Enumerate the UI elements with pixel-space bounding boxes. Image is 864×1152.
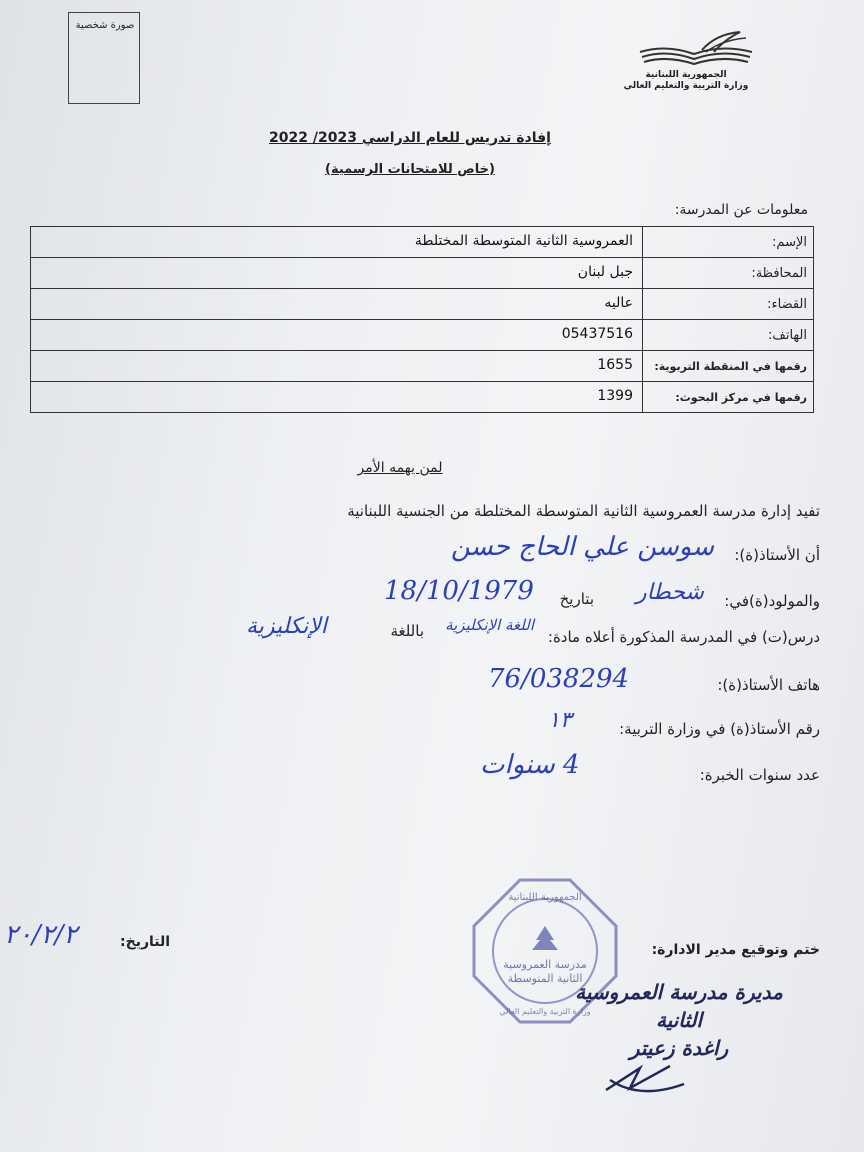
language-label: باللغة xyxy=(390,622,424,640)
document-subtitle: (خاص للامتحانات الرسمية) xyxy=(325,162,495,177)
ministry-no: ١٣ xyxy=(548,708,572,733)
info-value: 1399 xyxy=(597,388,633,404)
photo-box xyxy=(68,12,140,104)
taught-label: درس(ت) في المدرسة المذكورة أعلاه مادة: xyxy=(547,628,820,646)
info-row-district xyxy=(30,289,814,320)
info-value: جبل لبنان xyxy=(577,264,633,280)
seal-line-2: مدرسة العمروسية xyxy=(503,958,587,971)
born-place: شحطار xyxy=(635,580,704,605)
subject: اللغة الإنكليزية xyxy=(445,616,534,634)
language: الإنكليزية xyxy=(246,614,327,639)
ministry-no-label: رقم الأستاذ(ة) في وزارة التربية: xyxy=(619,720,820,738)
info-label: الهاتف: xyxy=(768,328,807,343)
phone-label: هاتف الأستاذ(ة): xyxy=(717,676,820,694)
school-info-table xyxy=(30,226,814,413)
seal-line-3: الثانية المتوسطة xyxy=(507,972,583,985)
sign-label: ختم وتوقيع مدير الادارة: xyxy=(651,942,820,958)
photo-label: صورة شخصية xyxy=(75,20,135,31)
intro-line: تفيد إدارة مدرسة العمروسية الثانية المتوسطة المختلطة من الجنسية اللبنانية xyxy=(347,502,820,520)
info-row-name xyxy=(30,227,814,258)
date-label: التاريخ: xyxy=(120,934,171,950)
director-line-1: مديرة مدرسة العمروسية الثانية xyxy=(575,980,783,1032)
info-label: القضاء: xyxy=(767,297,807,312)
date-value: ٢٠/٢/٢ xyxy=(4,920,78,950)
ministry-line-2: وزارة التربية والتعليم العالي xyxy=(623,81,749,91)
ministry-line-1: الجمهورية اللبنانية xyxy=(645,70,727,80)
experience-value: 4 سنوات xyxy=(480,750,580,780)
info-value: العمروسية الثانية المتوسطة المختلطة xyxy=(414,233,633,249)
school-info-label: معلومات عن المدرسة: xyxy=(674,202,808,218)
info-label: رقمها في مركز البحوث: xyxy=(675,391,807,404)
signature-scribble-icon xyxy=(600,1060,690,1100)
teacher-phone: 76/038294 xyxy=(488,664,630,694)
info-row-phone xyxy=(30,320,814,351)
born-date: 18/10/1979 xyxy=(384,576,534,606)
to-whom-heading: لمن يهمه الأمر xyxy=(357,460,443,476)
document-title: إفادة تدريس للعام الدراسي 2023/ 2022 xyxy=(269,130,551,146)
info-row-research-center xyxy=(30,382,814,413)
experience-label: عدد سنوات الخبرة: xyxy=(699,766,820,784)
teacher-name: سوسن علي الحاج حسن xyxy=(450,532,714,562)
director-stamp xyxy=(554,978,804,1062)
ministry-logo-icon xyxy=(636,30,756,70)
info-value: 1655 xyxy=(597,357,633,373)
seal-line-1: الجمهورية اللبنانية xyxy=(508,892,582,903)
director-line-2: راغدة زعيتر xyxy=(629,1036,729,1060)
info-label: رقمها في المنقطة التربوية: xyxy=(654,360,807,373)
born-date-label: بتاريخ xyxy=(559,590,594,608)
born-label: والمولود(ة)في: xyxy=(724,592,820,610)
info-row-edu-zone xyxy=(30,351,814,382)
info-value: عاليه xyxy=(604,295,633,311)
ministry-header xyxy=(616,70,756,92)
info-value: 05437516 xyxy=(561,326,633,342)
teacher-label: أن الأستاذ(ة): xyxy=(734,546,820,564)
seal-line-4: وزارة التربية والتعليم العالي xyxy=(499,1007,591,1016)
info-label: الإسم: xyxy=(772,235,807,250)
info-row-governorate xyxy=(30,258,814,289)
info-label: المحافظة: xyxy=(751,266,807,281)
